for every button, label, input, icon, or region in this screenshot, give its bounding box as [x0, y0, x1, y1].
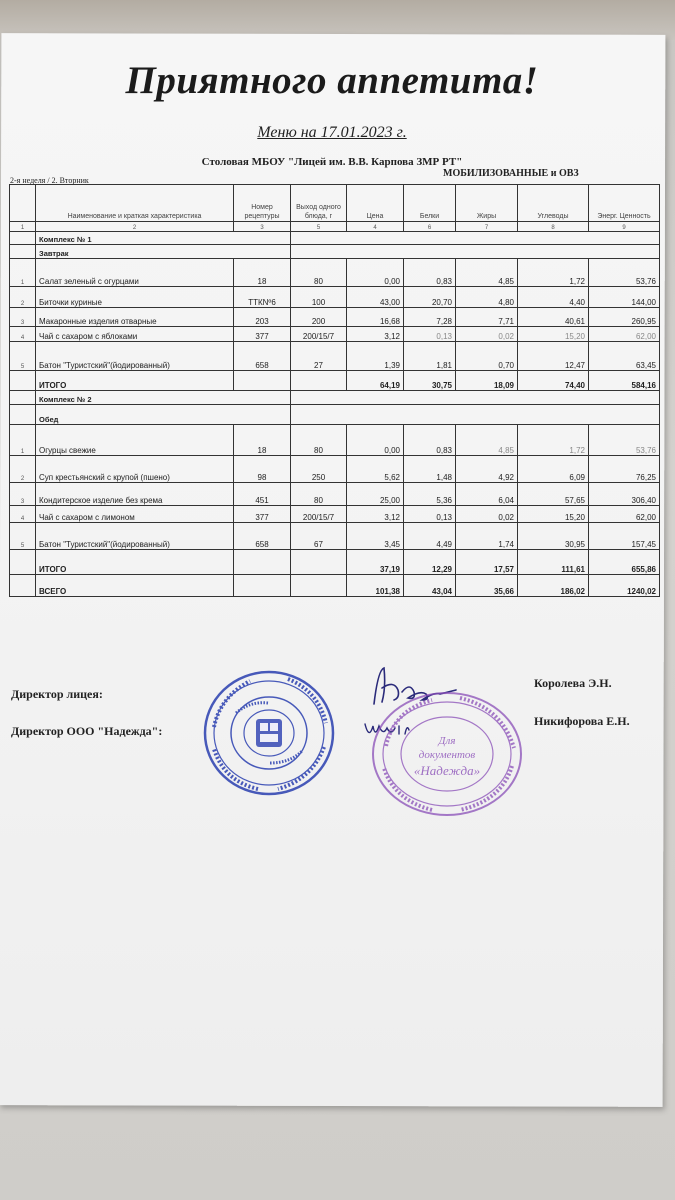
canteen-name: Столовая МБОУ "Лицей им. В.В. Карпова ЗМР РТ" — [201, 156, 463, 168]
ooo-stamp — [368, 688, 526, 820]
dish-name: Чай с сахаром с лимоном — [36, 506, 234, 523]
dish-name: Макаронные изделия отварные — [36, 308, 234, 327]
total-label: ИТОГО — [36, 371, 234, 391]
table-row: 2 Биточки куриные ТТКNº6 100 43,00 20,70 4,80 4,40 144,00 — [10, 287, 660, 308]
director-ooo-label: Директор ООО "Надежда": — [11, 724, 163, 738]
table-row: 1 Огурцы свежие 18 80 0,00 0,83 4,85 1,72 53,76 — [10, 425, 660, 456]
column-number: 9 — [589, 222, 660, 232]
director-ooo-name: Никифорова Е.Н. — [534, 714, 630, 728]
table-row: 5 Батон "Туристский"(йодированный) 658 67 3,45 4,49 1,74 30,95 157,45 — [10, 523, 660, 550]
header-cell-index — [10, 185, 36, 222]
category-label: МОБИЛИЗОВАННЫЕ и ОВЗ — [443, 168, 579, 179]
column-number: 1 — [10, 222, 36, 232]
meal-title: Завтрак — [36, 245, 291, 259]
table-row: 2 Суп крестьянский с крупой (пшено) 98 250 5,62 1,48 4,92 6,09 76,25 — [10, 456, 660, 483]
header-cell-carbs: Углеводы — [518, 185, 589, 222]
stamp-text-line1: Для — [438, 735, 456, 747]
complex-title-row — [10, 232, 660, 245]
header-cell-energy: Энерг. Ценность — [589, 185, 660, 222]
lyceum-stamp — [200, 667, 338, 799]
total-label: ИТОГО — [36, 550, 234, 575]
column-number: 3 — [234, 222, 291, 232]
complex-title: Комплекс № 2 — [36, 391, 291, 405]
dish-name: Чай с сахаром с яблоками — [36, 327, 234, 342]
meal-title: Обед — [36, 405, 291, 425]
dish-name: Салат зеленый с огурцами — [36, 259, 234, 287]
table-row: 4 Чай с сахаром с яблоками 377 200/15/7 3,12 0,13 0,02 15,20 62,00 — [10, 327, 660, 342]
table-row: 3 Кондитерское изделие без крема 451 80 25,00 5,36 6,04 57,65 306,40 — [10, 483, 660, 506]
column-number: 5 — [291, 222, 347, 232]
stamp-text-line3: «Надежда» — [413, 763, 481, 778]
complex-title-row — [10, 391, 660, 405]
stamp-text-line2: документов — [418, 749, 476, 761]
dish-name: Кондитерское изделие без крема — [36, 483, 234, 506]
director-lyceum-name: Королева Э.Н. — [534, 676, 612, 690]
total-row: ИТОГО 64,19 30,75 18,09 74,40 584,16 — [10, 371, 660, 391]
dish-name: Огурцы свежие — [36, 425, 234, 456]
column-number-row — [10, 222, 660, 232]
column-number: 6 — [404, 222, 456, 232]
dish-name: Биточки куриные — [36, 287, 234, 308]
director-lyceum-label: Директор лицея: — [11, 687, 103, 701]
dish-name: Батон "Туристский"(йодированный) — [36, 523, 234, 550]
menu-date: Меню на 17.01.2023 г. — [257, 124, 407, 141]
menu-table — [9, 184, 660, 597]
table-header-row — [10, 185, 660, 222]
header-cell-output: Выход одного блюда, г — [291, 185, 347, 222]
total-row: ИТОГО 37,19 12,29 17,57 111,61 655,86 — [10, 550, 660, 575]
grand-total-label: ВСЕГО — [36, 575, 234, 597]
dish-name: Суп крестьянский с крупой (пшено) — [36, 456, 234, 483]
header-cell-recipe: Номер рецептуры — [234, 185, 291, 222]
meal-title-row — [10, 405, 660, 425]
column-number: 2 — [36, 222, 234, 232]
dish-name: Батон "Туристский"(йодированный) — [36, 342, 234, 371]
table-row: 3 Макаронные изделия отварные 203 200 16,68 7,28 7,71 40,61 260,95 — [10, 308, 660, 327]
column-number: 7 — [456, 222, 518, 232]
complex-title: Комплекс № 1 — [36, 232, 291, 245]
grand-total-row: ВСЕГО 101,38 43,04 35,66 186,02 1240,02 — [10, 575, 660, 597]
header-cell-price: Цена — [347, 185, 404, 222]
meal-title-row — [10, 245, 660, 259]
header-cell-proteins: Белки — [404, 185, 456, 222]
table-row: 4 Чай с сахаром с лимоном 377 200/15/7 3,12 0,13 0,02 15,20 62,00 — [10, 506, 660, 523]
column-number: 4 — [347, 222, 404, 232]
table-row: 5 Батон "Туристский"(йодированный) 658 27 1,39 1,81 0,70 12,47 63,45 — [10, 342, 660, 371]
table-row: 1 Салат зеленый с огурцами 18 80 0,00 0,83 4,85 1,72 53,76 — [10, 259, 660, 287]
page-title: Приятного аппетита! — [125, 59, 539, 102]
header-cell-fats: Жиры — [456, 185, 518, 222]
header-cell-name: Наименование и краткая характеристика — [36, 185, 234, 222]
week-day: 2-я неделя / 2. Вторник — [10, 176, 89, 185]
column-number: 8 — [518, 222, 589, 232]
